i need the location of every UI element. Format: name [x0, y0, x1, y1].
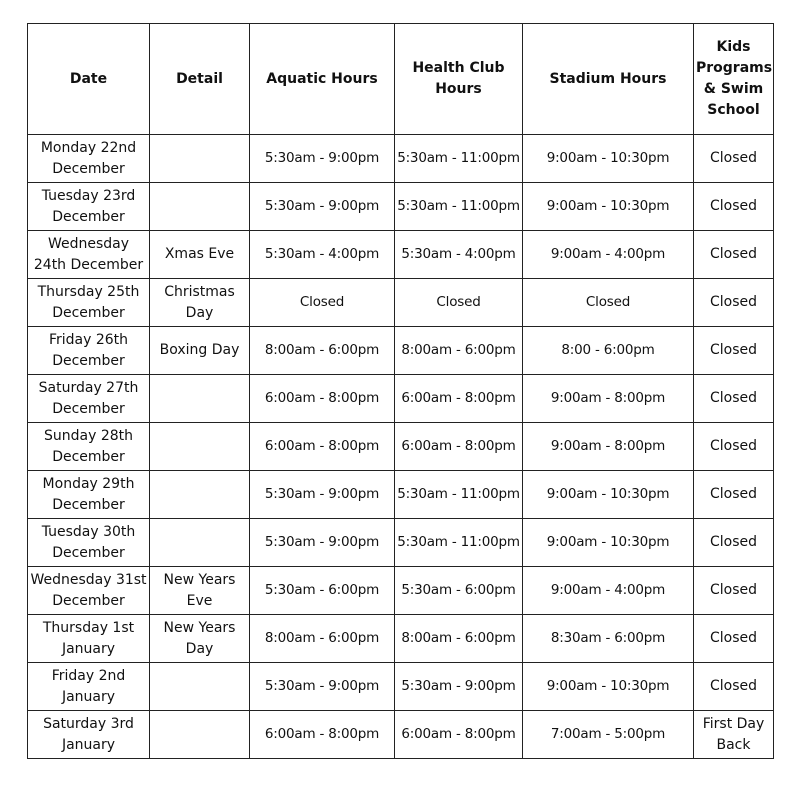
- table-row: [28, 567, 774, 615]
- header-aquatic-hours: Aquatic Hours: [250, 24, 395, 135]
- stadium-hours-cell: 8:30am - 6:00pm: [523, 615, 694, 663]
- detail-cell: Boxing Day: [150, 327, 250, 375]
- date-cell: Saturday 27th December: [28, 375, 150, 423]
- health-club-hours-cell: 5:30am - 4:00pm: [395, 231, 523, 279]
- health-club-hours-cell: 6:00am - 8:00pm: [395, 423, 523, 471]
- date-cell: Monday 29th December: [28, 471, 150, 519]
- stadium-hours-cell: 7:00am - 5:00pm: [523, 711, 694, 759]
- kids-programs-cell: Closed: [694, 231, 774, 279]
- detail-cell: [150, 135, 250, 183]
- stadium-hours-cell: Closed: [523, 279, 694, 327]
- date-cell: Wednesday 31st December: [28, 567, 150, 615]
- table-row: [28, 375, 774, 423]
- stadium-hours-cell: 9:00am - 10:30pm: [523, 519, 694, 567]
- aquatic-hours-cell: 5:30am - 9:00pm: [250, 183, 395, 231]
- date-cell: Monday 22nd December: [28, 135, 150, 183]
- health-club-hours-cell: 8:00am - 6:00pm: [395, 327, 523, 375]
- aquatic-hours-cell: 6:00am - 8:00pm: [250, 711, 395, 759]
- table-row: [28, 183, 774, 231]
- table-body: [28, 135, 774, 759]
- aquatic-hours-cell: 6:00am - 8:00pm: [250, 423, 395, 471]
- health-club-hours-cell: 6:00am - 8:00pm: [395, 375, 523, 423]
- detail-cell: Xmas Eve: [150, 231, 250, 279]
- header-stadium-hours: Stadium Hours: [523, 24, 694, 135]
- health-club-hours-cell: 5:30am - 11:00pm: [395, 519, 523, 567]
- kids-programs-cell: Closed: [694, 519, 774, 567]
- health-club-hours-cell: 5:30am - 11:00pm: [395, 183, 523, 231]
- kids-programs-cell: Closed: [694, 375, 774, 423]
- stadium-hours-cell: 9:00am - 10:30pm: [523, 663, 694, 711]
- date-cell: Sunday 28th December: [28, 423, 150, 471]
- aquatic-hours-cell: 5:30am - 6:00pm: [250, 567, 395, 615]
- kids-programs-cell: Closed: [694, 567, 774, 615]
- table-row: [28, 711, 774, 759]
- aquatic-hours-cell: 8:00am - 6:00pm: [250, 615, 395, 663]
- table-row: [28, 279, 774, 327]
- table-row: [28, 423, 774, 471]
- kids-programs-cell: Closed: [694, 615, 774, 663]
- table-row: [28, 615, 774, 663]
- kids-programs-cell: Closed: [694, 135, 774, 183]
- aquatic-hours-cell: Closed: [250, 279, 395, 327]
- health-club-hours-cell: 6:00am - 8:00pm: [395, 711, 523, 759]
- stadium-hours-cell: 9:00am - 10:30pm: [523, 135, 694, 183]
- health-club-hours-cell: 5:30am - 6:00pm: [395, 567, 523, 615]
- header-kids-programs: Kids Programs & Swim School: [694, 24, 774, 135]
- date-cell: Tuesday 30th December: [28, 519, 150, 567]
- detail-cell: New Years Eve: [150, 567, 250, 615]
- aquatic-hours-cell: 5:30am - 9:00pm: [250, 519, 395, 567]
- kids-programs-cell: Closed: [694, 423, 774, 471]
- health-club-hours-cell: 5:30am - 11:00pm: [395, 471, 523, 519]
- stadium-hours-cell: 9:00am - 10:30pm: [523, 471, 694, 519]
- table-row: [28, 471, 774, 519]
- detail-cell: [150, 423, 250, 471]
- header-date: Date: [28, 24, 150, 135]
- kids-programs-cell: First Day Back: [694, 711, 774, 759]
- table-row: [28, 135, 774, 183]
- header-detail: Detail: [150, 24, 250, 135]
- date-cell: Tuesday 23rd December: [28, 183, 150, 231]
- detail-cell: [150, 183, 250, 231]
- detail-cell: Christmas Day: [150, 279, 250, 327]
- stadium-hours-cell: 9:00am - 10:30pm: [523, 183, 694, 231]
- kids-programs-cell: Closed: [694, 663, 774, 711]
- date-cell: Friday 2nd January: [28, 663, 150, 711]
- date-cell: Thursday 25th December: [28, 279, 150, 327]
- stadium-hours-cell: 9:00am - 8:00pm: [523, 375, 694, 423]
- header-health-club-hours: Health Club Hours: [395, 24, 523, 135]
- stadium-hours-cell: 8:00 - 6:00pm: [523, 327, 694, 375]
- detail-cell: [150, 519, 250, 567]
- stadium-hours-cell: 9:00am - 4:00pm: [523, 567, 694, 615]
- stadium-hours-cell: 9:00am - 8:00pm: [523, 423, 694, 471]
- health-club-hours-cell: 5:30am - 9:00pm: [395, 663, 523, 711]
- kids-programs-cell: Closed: [694, 183, 774, 231]
- aquatic-hours-cell: 5:30am - 9:00pm: [250, 471, 395, 519]
- table-row: [28, 519, 774, 567]
- aquatic-hours-cell: 5:30am - 4:00pm: [250, 231, 395, 279]
- date-cell: Saturday 3rd January: [28, 711, 150, 759]
- stadium-hours-cell: 9:00am - 4:00pm: [523, 231, 694, 279]
- table-row: [28, 231, 774, 279]
- kids-programs-cell: Closed: [694, 279, 774, 327]
- aquatic-hours-cell: 5:30am - 9:00pm: [250, 663, 395, 711]
- health-club-hours-cell: 8:00am - 6:00pm: [395, 615, 523, 663]
- detail-cell: New Years Day: [150, 615, 250, 663]
- detail-cell: [150, 375, 250, 423]
- detail-cell: [150, 471, 250, 519]
- aquatic-hours-cell: 5:30am - 9:00pm: [250, 135, 395, 183]
- date-cell: Wednesday 24th December: [28, 231, 150, 279]
- aquatic-hours-cell: 8:00am - 6:00pm: [250, 327, 395, 375]
- kids-programs-cell: Closed: [694, 471, 774, 519]
- table-row: [28, 327, 774, 375]
- date-cell: Thursday 1st January: [28, 615, 150, 663]
- holiday-hours-table: [27, 23, 774, 759]
- header-row: [28, 24, 774, 135]
- health-club-hours-cell: 5:30am - 11:00pm: [395, 135, 523, 183]
- kids-programs-cell: Closed: [694, 327, 774, 375]
- table-row: [28, 663, 774, 711]
- date-cell: Friday 26th December: [28, 327, 150, 375]
- detail-cell: [150, 663, 250, 711]
- health-club-hours-cell: Closed: [395, 279, 523, 327]
- detail-cell: [150, 711, 250, 759]
- aquatic-hours-cell: 6:00am - 8:00pm: [250, 375, 395, 423]
